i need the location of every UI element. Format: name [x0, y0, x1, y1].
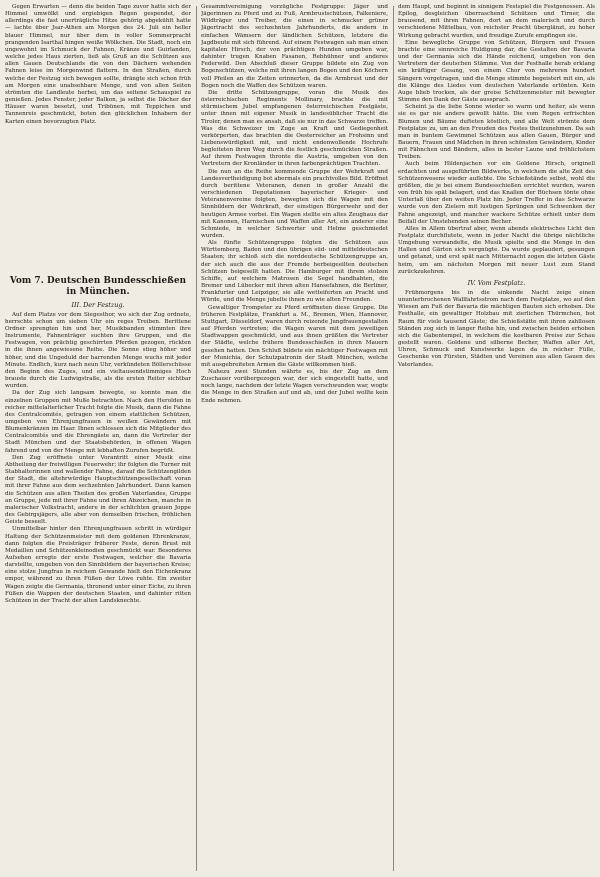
- paragraph: Gegen Erwarten — denn die beiden Tage zuvor hatte sich der Himmel umwölkt und ergiebigen Regen gespendet, der allerdings die fast unerträgliche Hitze gehörig abgekühlt hatte — lachte über Jsar-Athen am Morgen des 24. Juli ein heller blauer Himmel, nur über dem in voller Sommerpracht prangenden Isarthal hingen weiße Wölkchen. Die Stadt, noch ein ungewohnt im Schmuck der Fahnen, Kränze und Guirlanden, welche jedes Haus zierten, ließ als Gruß an die Schützen aus allen Gauen Deutschlands die von den Dächern wehenden Fahnen leise im Morgenwind flattern. In den Straßen, durch welche der Festzug sich bewegen sollte, drängte sich schon früh am Morgen eine unabsehbare Menge, und von allen Seiten strömten die Landleute herbei, um das seltene Schauspiel zu genießen. Jedes Fenster, jeder Balkon, ja selbst die Dächer der Häuser waren besetzt, und Tribünen, mit Teppichen und Tannenreis geschmückt, boten den glücklichen Inhabern der Karten einen bevorzugten Platz.: [5, 4, 191, 125]
- paragraph: Den Zug eröffnete unter Vorantritt einer Musik eine Abtheilung der freiwilligen Feuerwehr; ihr folgten die Turner mit Stabhalterinnen und wallender Fahne, darauf die Schützengilden der Stadt, die altehrwürdige Hauptschützengesellschaft voran mit ihrer Fahne aus dem sechzehnten Jahrhundert. Dann kamen die Schützen aus allen Theilen des großen Vaterlandes, Gruppe an Gruppe, jede mit ihrer Fahne und ihren Abzeichen, manche in malerischer Volkstracht, andere in der schlichten grauen Joppe des Gebirgsjägers, alle aber von demselben frischen, fröhlichen Geiste beseelt.: [5, 454, 191, 526]
- article-title: Vom 7. Deutschen Bundesschießen in München.: [9, 275, 187, 297]
- paragraph: Gesammtvereinigung vorzügliche Festgruppe: Jäger und Jägerinnen zu Pferd und zu Fuß, Armbrustschützen, Falkeniere, Wildträger und Treiber, die einen in schmucker grüner Jägertracht des sechzehnten Jahrhunderts, die andern in einfachen Wämsern der ländlichen Schützen, letztere die Jagdbeute mit sich führend. Auf einem Festwagen sah man einen kapitalen Hirsch, der von prächtigen Hunden umgeben war, dahinter trugen Knaben Fasanen, Rebhühner und anderes Federwild. Den Abschluß dieser Gruppe bildete ein Zug von Bogenschützen, welche mit ihren langen Bogen und den Köchern voll Pfeilen an die Zeiten erinnerten, da die Armbrust und der Bogen noch die Waffen des Schützen waren.: [201, 4, 388, 89]
- paragraph: Auf dem Platze vor dem Siegesthor, wo sich der Zug ordnete, herrschte schon um sieben Uhr ein reges Treiben. Berittene Ordner sprengten hin und her, Musikbanden stimmten ihre Instrumente, Fahnenträger suchten ihre Gruppen, und die Festwagen, von prächtig geschirrten Pferden gezogen, rückten in die ihnen angewiesene Reihe. Die Sonne stieg höher und höher, und die Ungeduld der harrenden Menge wuchs mit jeder Minute. Endlich, kurz nach neun Uhr, verkündeten Böllerschüsse den Beginn des Zuges, und ein vieltausendstimmiges Hoch brauste durch die Ludwigstraße, als die ersten Reiter sichtbar wurden.: [5, 311, 191, 390]
- column-divider-right: [393, 6, 394, 871]
- paragraph: Da der Zug sich langsam bewegte, so konnte man die einzelnen Gruppen mit Muße betrachten. Nach den Herolden in reicher mittelalterlicher Tracht folgte die Musik, dann die Fahne des Centralcomités, getragen von einem stattlichen Schützen, umgeben von Ehrenjungfrauen in weißen Gewändern mit Blumenkränzen im Haar. Ihnen schlossen sich die Mitglieder des Centralcomités und die Ehrengäste an, dann die Vertreter der Stadt München und der Staatsbehörden, in offenen Wagen fahrend und von der Menge mit lebhaften Zurufen begrüßt.: [5, 390, 191, 454]
- column-2: [201, 4, 388, 873]
- paragraph: Alles in Allem übertraf aber, wenn abends elektrisches Licht den Festplatz durchflutete, wenn in jeder Nacht die übrige nächtliche Umgebung verwandelte, die Musik spielte und die Menge in den Hallen und Gärten sich vergnügte. Da wurde geplaudert, gesungen und getanzt, und erst spät nach Mitternacht zogen die letzten Gäste heim, um am nächsten Morgen mit neuer Lust zum Stand zurückzukehren.: [398, 225, 595, 275]
- paragraph: dem Haupt, und beginnt in sinnigem Festspiel die Festgenossen. Als Epilog, desgleichen überraschend Schützen und Tirner, die brausend, mit ihren Fahnen, dort an dem malerisch und durch verschiedene Mittelbau, von reichster Pracht überglänzt, zu hoher Wirkung gebracht wurden, und freudige Zurufe empfingen sie.: [398, 4, 595, 39]
- paragraph: Nahezu zwei Stunden währte es, bis der Zug an dem Zuschauer vorübergezogen war, der sich eingestellt hatte, und noch lange, nachdem der letzte Wagen verschwunden war, wogte die Menge in den Straßen auf und ab, und der Jubel wollte kein Ende nehmen.: [201, 368, 388, 404]
- column-1: [5, 4, 191, 873]
- paragraph: Scheint ja die liebe Sonne wieder so warm und heiter, als wenn sie es gar nie anders gewollt hätte. Die vom Regen erfrischten Blumen und Bäume dufteten köstlich, und alle Welt strömte dem Festplatze zu, um an den Freuden des Festes theilzunehmen. Da sah man in buntem Gewimmel Schützen aus allen Gauen, Bürger und Bauern, Frauen und Mädchen in ihren schönsten Gewändern, Kinder mit Fähnchen und Bändern, alles in bester Laune und fröhlichstem Treiben.: [398, 104, 595, 161]
- paragraph: Unmittelbar hinter den Ehrenjungfrauen schritt in würdiger Haltung der Schützenmeister mit dem goldenen Ehrenkranze, dann folgten die Preisträger früherer Feste, deren Brust mit Medaillen und Schützenkleinodien geschmückt war. Besonderes Aufsehen erregte der erste Festwagen, welcher die Bavaria darstellte, umgeben von den Sinnbildern der bayerischen Kreise; eine stolze Jungfrau in reichem Gewande hielt den Eichenkranz empor, während zu ihren Füßen der Löwe ruhte. Ein zweiter Wagen zeigte die Germania, thronend unter einer Eiche, zu ihren Füßen die Wappen der deutschen Staaten, und dahinter ritten Schützen in der Tracht der alten Landsknechte.: [5, 526, 191, 604]
- section-heading-festplatz: IV. Vom Festplatz.: [467, 278, 526, 287]
- column-divider-left: [196, 6, 197, 871]
- paragraph: Eine bewegliche Gruppe von Schützen, Bürgern und Frauen brachte eine sinnreiche Huldigung dar, die Gestalten der Bavaria und der Germania sich die Hände reichend, umgeben von den Vertretern der deutschen Stämme. Von der Festhalle herab erklang ein kräftiger Gesang, von einem Chor von mehreren hundert Sängern vorgetragen, und die Menge stimmte begeistert mit ein, als die Klänge des Liedes vom deutschen Vaterlande ertönten. Kein Auge blieb trocken, als der greise Schützenmeister mit bewegter Stimme den Dank der Gäste aussprach.: [398, 39, 595, 104]
- paragraph: Die nun an die Reihe kommende Gruppe der Wehrkraft und Landesvertheidigung bot abermals ein prachtvolles Bild. Eröffnet durch berittene Veteranen, denen in großer Anzahl die verschiedenen Deputationen bayerischer Krieger- und Veteranenvereine folgten, bewegten sich die Wagen mit den Sinnbildern der Wehrkraft, der einstigen Bürgerwehr und der heutigen Armee vorbei. Ein Wagen stellte ein altes Zeughaus dar mit Kanonen, Harnischen und Waffen aller Art, ein anderer eine Schmiede, in welcher Schwerter und Helme geschmiedet wurden.: [201, 168, 388, 239]
- paragraph: Auch beim Hildenjachen vor ein Goldene Hirsch, originell erdachten und ausgeführten Bildwerks, in welchem die alte Zeit des Schützenwesens wieder auflebte. Die Schießstände selbst, wohl die größten, die je bei einem Bundesschießen errichtet wurden, waren von früh bis spät belagert, und das Knallen der Büchsen tönte ohne Unterlaß über den weiten Platz hin. Jeder Treffer in das Schwarze wurde von den Zielern mit lustigen Sprüngen und Schwenken der Fahne angezeigt, und mancher wackere Schütze erhielt unter dem Beifall der Umstehenden seinen Becher.: [398, 161, 595, 225]
- paragraph: Die dritte Schützengruppe, voran die Musik des österreichischen Regiments Mollinary, brachte die mit stürmischem Jubel empfangenen österreichischen Festgäste, unter ihnen mit eigener Musik in landesüblicher Tracht die Tiroler, denen man es ansah, daß sie nur in das Schwarze treffen. Was die Schweizer im Zuge an Kraft und Gediegenheit verkörperten, das brachten die Oesterreicher an Frohsinn und Liebenswürdigkeit mit, und nicht endenwollende Hochrufe begleiteten ihren Weg durch die festlich geschmückten Straßen. Auf ihrem Festwagen thronte die Austria, umgeben von den Vertretern der Kronländer in ihren farbenprächtigen Trachten.: [201, 89, 388, 168]
- paragraph: Frühmorgens bis in die sinkende Nacht zeige einen ununterbrochenen Wallfahrtsstrom nach dem Festplatze, wo auf den Wiesen am Fuß der Bavaria die mächtigen Bauten sich erhoben. Die Festhalle, ein gewaltiger Holzbau mit zierlichen Thürmchen, bot Raum für viele tausend Gäste; die Schießstätte mit ihren zahllosen Ständen zog sich in langer Reihe hin, und zwischen beiden erhoben sich die Gabentempel, in welchem die kostbaren Preise zur Schau gestellt waren. Goldene und silberne Becher, Waffen aller Art, Uhren, Schmuck und Kunstwerke lagen da in reicher Fülle, Geschenke von Fürsten, Städten und Vereinen aus allen Gauen des Vaterlandes.: [398, 289, 595, 368]
- column-3: [398, 4, 595, 873]
- paragraph: Als fünfte Schützengruppe folgten die Schützen aus Württemberg, Baden und den übrigen süd- und mitteldeutschen Staaten; ihr schloß sich die norddeutsche Schützengruppe an, der sich auch die aus der Fremde herbeigeeilten deutschen Schützen beigesellt hatten. Die Hamburger mit ihrem stolzen Schiffe, auf welchem Matrosen die Segel handhabten, die Bremer und Lübecker mit ihren alten Hansefahnen, die Berliner, Frankfurter und Leipziger, sie alle wetteiferten an Pracht und Würde, und die Menge jubelte ihnen zu wie alten Freunden.: [201, 240, 388, 304]
- paragraph: Gewaltiger Trompeter zu Pferd eröffneten diese Gruppe. Die früheren Festplätze, Frankfurt a. M., Bremen, Wien, Hannover, Stuttgart, Düsseldorf, waren durch reizende Jungfrauengestalten auf Pferden vertreten; die Wagen waren mit dem jeweiligen Stadtwappen geschmückt, und aus ihnen grüßten die Vertreter der Städte, welche frühere Bundesschießen in ihren Mauern gesehen hatten. Den Schluß bildete ein mächtiger Festwagen mit der Munichia, der Schutzpatronin der Stadt München, welche mit ausgebreiteten Armen die Gäste willkommen hieß.: [201, 304, 388, 368]
- section-heading-festzug: III. Der Festzug.: [71, 300, 125, 309]
